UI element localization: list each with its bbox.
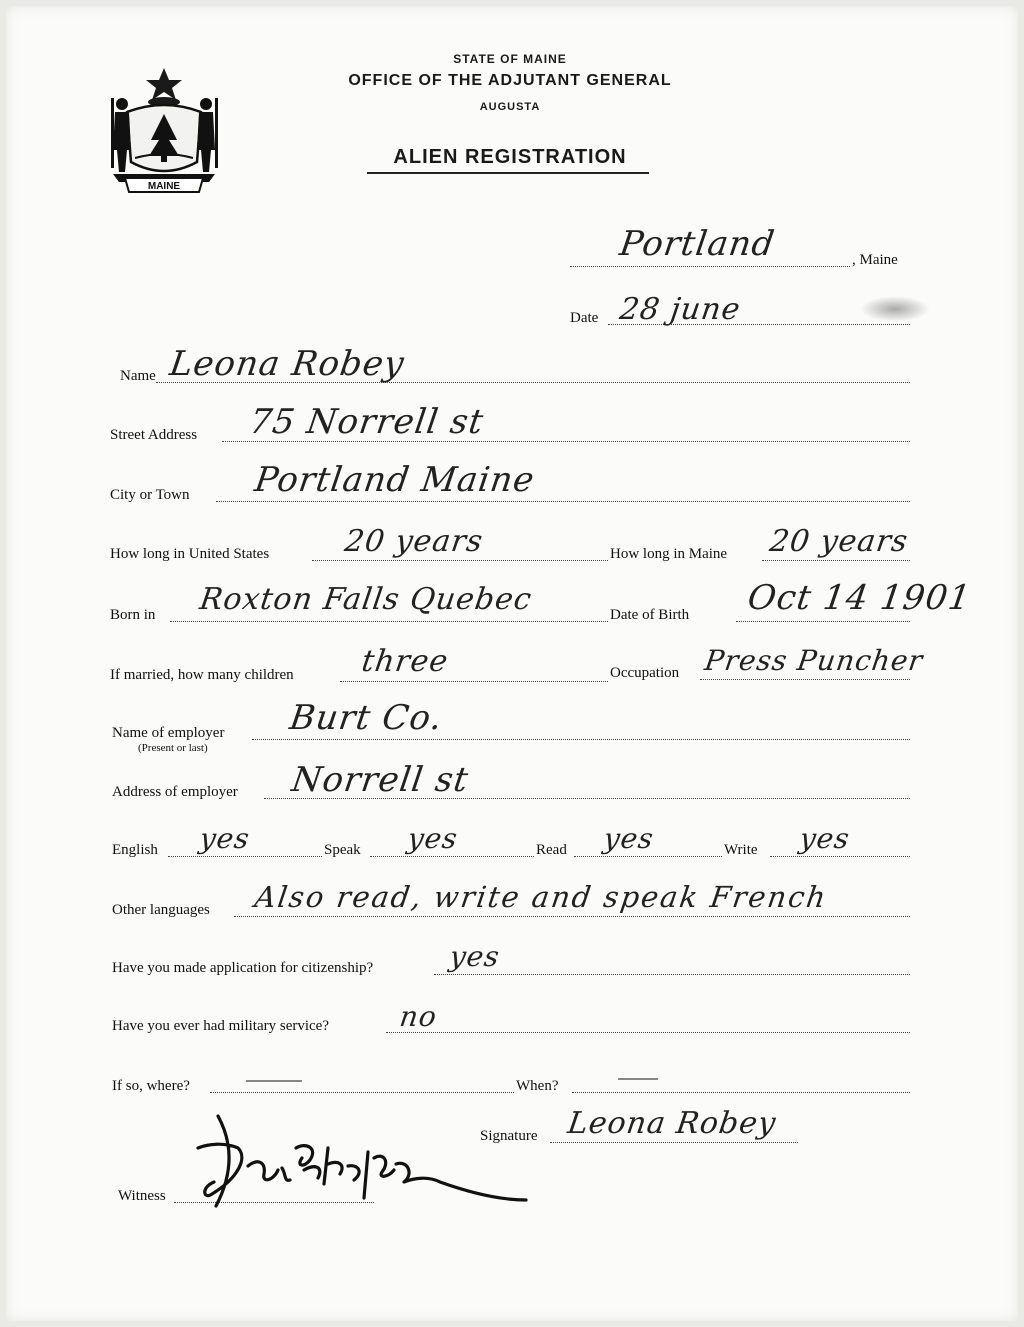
other-languages-line [234,916,910,917]
dob-value[interactable]: Oct 14 1901 [745,578,974,618]
born-in-value[interactable]: Roxton Falls Quebec [197,582,535,617]
occupation-value[interactable]: Press Puncher [702,644,926,677]
dob-label: Date of Birth [610,607,690,623]
english-value[interactable]: yes [197,822,253,855]
employer-address-label: Address of employer [112,784,238,800]
write-value[interactable]: yes [797,822,853,855]
years-maine-line [762,560,910,561]
witness-signature[interactable] [178,1108,538,1218]
location-suffix-label: , Maine [852,252,898,268]
read-line [574,856,722,857]
read-value[interactable]: yes [601,822,657,855]
location-value[interactable]: Portland [617,224,778,264]
speak-value[interactable]: yes [405,822,461,855]
name-value[interactable]: Leona Robey [167,344,408,384]
name-label: Name [120,368,156,384]
city-heading: AUGUSTA [479,101,541,113]
city-label: City or Town [110,487,190,503]
where-blank-dash [246,1080,302,1082]
children-value[interactable]: three [359,644,451,679]
date-value[interactable]: 28 june [617,292,743,327]
employer-address-value[interactable]: Norrell st [289,760,472,800]
born-in-label: Born in [110,607,156,623]
street-address-value[interactable]: 75 Norrell st [247,402,487,442]
english-line [168,856,322,857]
where-label: If so, where? [112,1078,190,1094]
city-value[interactable]: Portland Maine [252,460,538,500]
military-line [386,1032,910,1033]
dob-line [736,621,910,622]
occupation-label: Occupation [610,665,680,681]
write-label: Write [724,842,758,858]
employer-label: Name of employer [112,725,225,741]
years-us-value[interactable]: 20 years [342,524,486,559]
write-line [770,856,910,857]
street-address-label: Street Address [110,427,198,443]
citizenship-value[interactable]: yes [447,940,503,973]
state-heading: STATE OF MAINE [453,52,567,66]
citizenship-line [434,974,910,975]
employer-line [252,739,910,740]
years-us-label: How long in United States [110,546,270,562]
seal-banner-text: MAINE [147,181,181,192]
years-maine-label: How long in Maine [610,546,728,562]
form-title: ALIEN REGISTRATION [393,146,627,168]
other-languages-value[interactable]: Also read, write and speak French [252,880,830,914]
when-blank-dash [618,1078,658,1080]
employer-value[interactable]: Burt Co. [287,698,446,738]
city-line [216,501,910,502]
read-label: Read [536,842,567,858]
years-us-line [312,560,608,561]
years-maine-value[interactable]: 20 years [767,524,911,559]
occupation-line [700,679,910,680]
signature-line [550,1142,798,1143]
english-label: English [112,842,158,858]
citizenship-label: Have you made application for citizenship? [112,960,374,976]
location-line [570,266,850,267]
children-label: If married, how many children [110,667,294,683]
signature-label: Signature [480,1128,538,1144]
military-label: Have you ever had military service? [112,1018,329,1034]
title-underline [367,172,649,174]
speak-line [370,856,534,857]
maine-state-seal-icon [105,62,223,194]
children-line [340,681,608,682]
ink-smudge [860,296,930,322]
speak-label: Speak [324,842,361,858]
where-line [210,1092,514,1093]
office-heading: OFFICE OF THE ADJUTANT GENERAL [348,72,672,89]
other-languages-label: Other languages [112,902,210,918]
when-line [572,1092,910,1093]
signature-value[interactable]: Leona Robey [565,1106,779,1141]
witness-label: Witness [118,1188,166,1204]
date-label: Date [570,310,599,326]
born-in-line [170,621,608,622]
military-value[interactable]: no [397,1000,440,1033]
employer-sublabel: (Present or last) [138,742,208,754]
when-label: When? [516,1078,559,1094]
